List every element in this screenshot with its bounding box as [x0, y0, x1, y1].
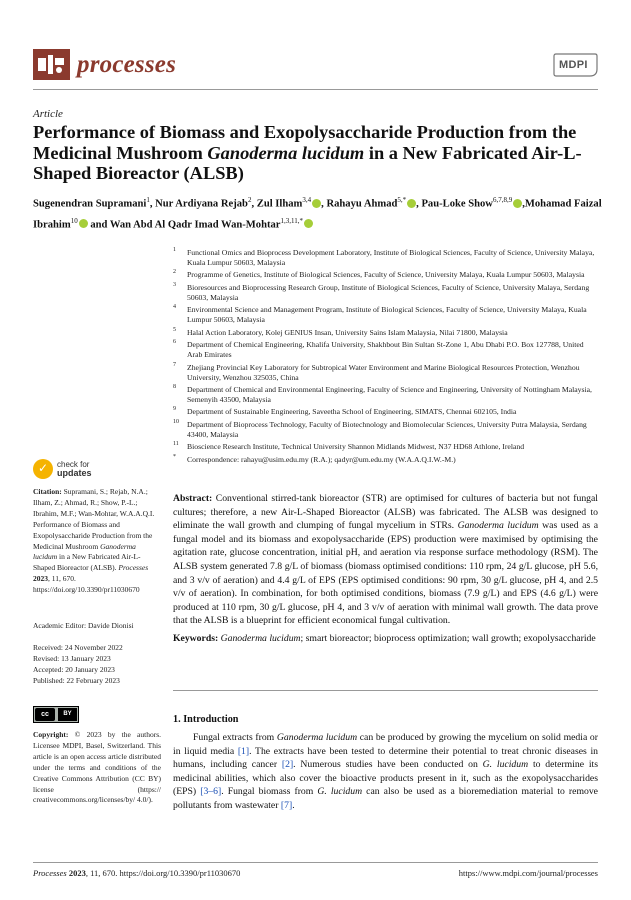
orcid-icon[interactable]	[407, 199, 416, 208]
cc-by-license-badge[interactable]	[33, 706, 79, 723]
citation-text2: in a New Fabricated Air-L-Shaped Bioreactor (ALSB).	[33, 552, 141, 573]
journal-name[interactable]: processes	[77, 51, 177, 78]
affiliation-text: Department of Chemical Engineering, Khalifa University, Shakhbout Bin Sultan St-Zone 1, Abu Dhabi P.O. Box 127788, United Arab Emirates	[187, 340, 584, 360]
footer-journal-url[interactable]: https://www.mdpi.com/journal/processes	[458, 868, 598, 878]
author-separator: and	[87, 219, 110, 231]
date-received: Received: 24 November 2022	[33, 643, 123, 652]
affiliation-item	[173, 328, 598, 338]
author-affiliation-sup: 6,7,8,9	[492, 196, 513, 204]
author-affiliation-sup: 5,*	[397, 196, 407, 204]
affiliation-item	[173, 385, 598, 405]
check-for-updates-badge[interactable]	[33, 459, 133, 485]
author-affiliation-sup: 10	[70, 216, 78, 225]
title-part2: in a New Fabricated Air-L-Shaped Bioreactor (ALSB)	[33, 142, 582, 183]
footer-journal: Processes	[33, 868, 67, 878]
affiliation-number: 6	[173, 339, 176, 346]
by-icon: BY	[58, 708, 77, 721]
affiliation-text: Halal Action Laboratory, Kolej GENIUS Insan, University Sains Islam Malaysia, Nilai 71800, Malaysia	[187, 327, 508, 337]
affiliation-text: Environmental Science and Management Program, Institute of Biological Sciences, Faculty of Science, University Malaya, Kuala Lumpur 50603, Malaysia	[187, 305, 587, 325]
check-updates-label: check for updates	[57, 460, 92, 478]
author-name[interactable]: Mohamad Faizal Ibrahim	[33, 198, 602, 231]
affiliation-item	[173, 442, 598, 452]
author-separator: ,	[149, 198, 156, 210]
keywords-italic: Ganoderma lucidum	[220, 633, 301, 644]
orcid-icon[interactable]	[304, 219, 313, 228]
abstract-text2: was used as a fungal model and its biomass and exopolysaccharide (EPS) production were maximised by optimising the agitation rate, glucose concentration, initial pH, and aeration via response surface methodology (RSM). The ALSB system generated 7.8 g/L of biomass (biomass optimised conditions: 110 rpm, 24 g/L glucose, pH 5.6, and 3 v/v of aeration) and 4.4 g/L of EPS (EPS optimised conditions: 90 rpm, 30 g/L glucose, pH 4, and 2.5 v/v of aeration). In combination, for both optimised conditions, biomass (7.9 g/L) and EPS (4.6 g/L) were produced at 110 rpm, 30 g/L glucose, pH 4, and 3 v/v of aeration with minimal wall growth. The data prove that the ALSB is a blueprint for efficient economical fungal cultivation.	[173, 520, 598, 627]
abstract	[173, 492, 598, 628]
keywords-text: ; smart bioreactor; bioprocess optimization; wall growth; exopolysaccharide	[300, 633, 596, 644]
author-affiliation-sup: 1,3,11,*	[280, 216, 303, 225]
author-affiliation-sup: 1	[146, 196, 150, 204]
header-divider	[33, 89, 598, 90]
author-name[interactable]: Nur Ardiyana Rejab	[155, 198, 248, 210]
abstract-divider	[173, 690, 598, 691]
citation-block	[33, 487, 161, 596]
section-heading-introduction: 1. Introduction	[173, 714, 239, 725]
title-italic: Ganoderma lucidum	[207, 142, 365, 163]
affiliation-text: Correspondence: rahayu@usim.edu.my (R.A.); qadyr@um.edu.my (W.A.A.Q.I.W.-M.)	[187, 454, 456, 464]
citation-year: 2023	[33, 574, 48, 584]
copyright-block	[33, 730, 161, 806]
ref-link[interactable]: [1]	[237, 745, 250, 757]
publication-dates	[33, 643, 161, 687]
affiliation-item	[173, 420, 598, 440]
citation-journal: Processes	[118, 563, 149, 573]
affiliation-number: 5	[173, 326, 176, 333]
author-list	[33, 192, 603, 233]
affiliation-text: Bioscience Research Institute, Technical University Shannon Midlands Midwest, N37 HD68 Athlone, Ireland	[187, 442, 525, 452]
orcid-icon[interactable]	[312, 199, 321, 208]
affiliation-number: 2	[173, 269, 176, 276]
copyright-text: © 2023 by the authors. Licensee MDPI, Basel, Switzerland. This article is an open access article distributed under the terms and conditions of the Creative Commons Attribution (CC BY) license (https:// creativecommons.org/licenses/by/ 4.0/).	[33, 730, 161, 805]
citation-doi-link[interactable]: , 11, 670. https://doi.org/10.3390/pr11030670	[33, 574, 140, 595]
author-separator: ,	[416, 198, 422, 210]
footer-year: 2023	[66, 868, 86, 878]
affiliation-item	[173, 305, 598, 325]
affiliation-item	[173, 248, 598, 268]
author-separator: ,	[321, 198, 327, 210]
author-affiliation-sup: 2	[247, 196, 252, 204]
introduction-paragraph: Fungal extracts from Ganoderma lucidum can be produced by growing the mycelium on solid media or in liquid media [1]. The extracts have been tested to determine their potential to treat chronic diseases in humans, including cancer [2]. Numerous studies have been conducted on G. lucidum to determine its medicinal abilities, which also cover the bioactive products present in it, such as the exopolysaccharides (EPS) [3–6]. Fungal biomass from G. lucidum can also be used as a bioremediation material to remove pollutants from wastewater [7].	[173, 732, 599, 811]
footer-citation	[33, 868, 240, 878]
cc-icon: cc	[35, 708, 55, 721]
affiliation-text: Zhejiang Provincial Key Laboratory for Subtropical Water Environment and Marine Biological Resources Protection, Wenzhou University, Wenzhou 325035, China	[187, 362, 580, 382]
affiliation-text: Department of Chemical and Environmental Engineering, Faculty of Science and Engineering, University of Nottingham Malaysia, Semenyih 43500, Malaysia	[187, 385, 592, 404]
ref-link[interactable]: [3–6]	[200, 786, 222, 798]
check-updates-icon: ✓	[33, 459, 53, 479]
processes-logo-icon	[33, 49, 70, 80]
title-part1: Performance of Biomass and Exopolysaccharide Production from the Medicinal Mushroom	[33, 122, 577, 163]
affiliation-item	[173, 270, 598, 280]
ref-link[interactable]: [7]	[280, 799, 293, 811]
publisher-name: MDPI	[559, 59, 588, 71]
affiliation-number: 7	[173, 361, 176, 368]
abstract-label: Abstract:	[173, 493, 213, 504]
date-published: Published: 22 February 2023	[33, 675, 120, 685]
footer-doi[interactable]: , 11, 670. https://doi.org/10.3390/pr11030670	[85, 868, 241, 878]
article-title	[33, 122, 598, 184]
citation-label: Citation:	[33, 487, 62, 496]
affiliation-number: 11	[173, 441, 179, 448]
affiliation-text: Department of Bioprocess Technology, Faculty of Biotechnology and Biomolecular Sciences, University Putra Malaysia, Serdang 43400, Malaysia	[187, 419, 587, 439]
affiliation-item	[173, 407, 598, 417]
citation-italic: Ganoderma lucidum	[33, 541, 136, 562]
affiliation-text: Bioresources and Bioprocessing Research Group, Institute of Biological Sciences, Faculty of Science, University Malaya, Serdang 50603, Malaysia	[187, 282, 590, 302]
keywords	[173, 632, 598, 646]
author-name[interactable]: Wan Abd Al Qadr Imad Wan-Mohtar	[109, 219, 281, 231]
copyright-label: Copyright:	[33, 730, 69, 739]
author-separator: ,	[251, 198, 257, 210]
author-name[interactable]: Pau-Loke Show	[421, 198, 493, 210]
affiliations-list	[173, 248, 598, 467]
affiliation-number: 8	[173, 384, 176, 391]
date-revised: Revised: 13 January 2023	[33, 653, 111, 663]
abstract-text1: Conventional stirred-tank bioreactor (STR) are optimised for cultures of bacteria but not fungal cultures; therefore, a new Air-L-Shaped Bioreactor (ALSB) was fabricated. The ALSB was designed to eliminate the wall growth and clumping of fungal mycelium in STRs.	[173, 493, 598, 532]
mdpi-logo[interactable]	[553, 53, 598, 77]
author-name[interactable]: Rahayu Ahmad	[326, 198, 398, 210]
footer-divider	[33, 862, 598, 863]
affiliation-number: 9	[173, 406, 176, 413]
affiliation-item	[173, 455, 598, 465]
citation-text: Supramani, S.; Rejab, N.A.; Ilham, Z.; Ahmad, R.; Show, P.-L.; Ibrahim, M.F.; Wan-Mohtar, W.A.A.Q.I. Performance of Biomass and Exopolysaccharide Production from the Medicinal Mushroom	[33, 487, 155, 551]
keywords-label: Keywords:	[173, 633, 219, 644]
affiliation-number: 1	[173, 247, 176, 253]
journal-header	[33, 49, 598, 83]
orcid-icon[interactable]	[79, 219, 88, 228]
date-accepted: Accepted: 20 January 2023	[33, 664, 115, 674]
author-name[interactable]: Sugenendran Supramani	[33, 198, 147, 210]
orcid-icon[interactable]	[513, 199, 522, 208]
affiliation-number: *	[173, 453, 176, 460]
affiliation-number: 10	[173, 418, 179, 425]
abstract-italic: Ganoderma lucidum	[457, 520, 539, 532]
affiliation-item	[173, 283, 598, 303]
article-type: Article	[33, 108, 63, 120]
academic-editor: Academic Editor: Davide Dionisi	[33, 621, 134, 630]
affiliation-text: Functional Omics and Bioprocess Development Laboratory, Institute of Biological Sciences, Faculty of Science, University Malaya, Kuala Lumpur 50603, Malaysia	[187, 248, 595, 267]
affiliation-text: Programme of Genetics, Institute of Biological Sciences, Faculty of Science, University Malaya, Kuala Lumpur 50603, Malaysia	[187, 270, 585, 280]
affiliation-item	[173, 363, 598, 383]
author-name[interactable]: Zul Ilham	[256, 198, 303, 210]
author-separator: ,	[522, 198, 525, 210]
author-affiliation-sup: 3,4	[302, 196, 312, 204]
affiliation-number: 3	[173, 281, 176, 288]
ref-link[interactable]: [2]	[281, 759, 294, 771]
affiliation-number: 4	[173, 304, 176, 311]
affiliation-text: Department of Sustainable Engineering, Saveetha School of Engineering, SIMATS, Chennai 602105, India	[187, 407, 517, 417]
affiliation-item	[173, 340, 598, 360]
